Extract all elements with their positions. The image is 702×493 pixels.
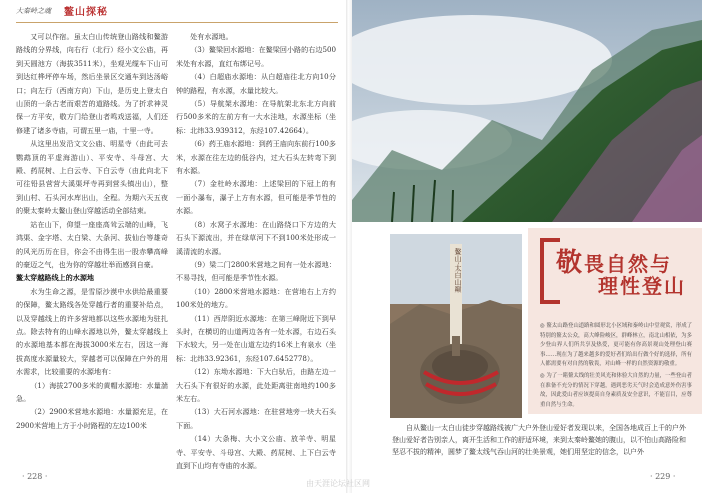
paragraph: （11）西岸阴近水源地：在第三峰附近下到早头时，在横切的山道两边各有一处水源，右边石头下水较大，另一处在山道左边约16米上有泉水（坐标：北纬33.92361，东经107.6452778）。: [176, 313, 336, 363]
paragraph: （4）白超庙水源地：从白超庙往北方向10分钟的路程，有水源，水量比较大。: [176, 72, 336, 95]
summit-sign-text: 鳌山·太白山巅: [454, 248, 462, 293]
paragraph: 处有水源地。: [190, 32, 233, 41]
box-title-line2: 理性登山: [598, 274, 686, 298]
page-number-left: · 228 ·: [22, 472, 48, 481]
paragraph: （3）鳌梁回水源地：在鳌梁回小路的右边500米处有水源，直红布绑记号。: [176, 45, 336, 68]
page-number-right: · 229 ·: [650, 472, 676, 481]
left-page: [0, 0, 348, 493]
box-text: [540, 322, 692, 412]
sidebar-box: [528, 228, 702, 414]
summit-cairn-photo: [390, 234, 522, 418]
page-header: [16, 6, 108, 18]
book-title: 鳌山探秘: [64, 7, 108, 18]
paragraph: 从这里出发沿文文公庙、明星寺（由此可去鹦鹉顶的平虚海游山）、平安寺、斗母宫、大殿、药屁树、上白云寺、下白云寺（由此向北下可往铅县营营大溪渠坪寺再到营头镇出山），整到山村、石头河水库出山，全程。为期六天五夜的聚太秦岭太鳌山登山穿越活动全部结束。: [16, 139, 168, 216]
caption: [392, 422, 692, 458]
paragraph: （10）2800米营地水源地：在营地右上方约100米处的地方。: [176, 286, 336, 310]
box-bullet: ◎ 鳌太山路登山道路和圆形北小区域和秦岭山中堂观赏，形成了特别的鳌太公众，高大峰险峻区，群峰林立，南北山相依，为多少登山界人们所共享及热爱，更可能有你高景观山处理登山赛事……现在为了越来越多的爱好者们给出行做个好的选择，所有人都需要有对自然的敬畏，对山峰一样的自然资源的敬重。: [540, 323, 692, 368]
text-column-1: [16, 30, 168, 432]
box-bullet: ◎ 为了一睹鳌太线的壮美风光和体验大自然的力量，一些登山者在准备不充分的情况下穿越，遇到恶劣天气时会造成意外伤害事故，因此爱山者应该提高自身素质及安全意识，不能盲目，应尊重自然与生命。: [540, 372, 692, 408]
paragraph: （14）大条梅、大小文公庙、放羊寺、明星寺、平安寺、斗母宫、大殿、药屁树、上下白云寺直到下山均有寺庙的水源。: [176, 434, 336, 470]
paragraph: （5）导航架水源地：在导航架北东北方向前行500多米的左前方有一大水洼地，水源坐标（坐标：北纬33.939312，东经107.42664）。: [176, 99, 336, 135]
watermark: 由天涯论坛社区网: [306, 479, 370, 488]
text-column-2: [176, 30, 336, 472]
mountain-meadow-photo: [352, 0, 702, 222]
paragraph: 又可以作宿。虽太白山传统登山路线和鳌游路线的分界线，向右行（北行）经小文公庙，再到天圆池方（海拔3511米），坐观光缆车下山可到达红桦坪停车场，然后坐景区交通车到达汤峪口；向左行（西南方向）下山，是历史上登太白山顶的一条古老而艰苦的道路线。为了折求神灵保一方平安，敬方门给登山者鸣戏送福，人们还修建了诸多寺庙，可谓五里一庙，十里一寺。: [16, 32, 168, 135]
series-title: 大秦岭之魂: [16, 7, 51, 15]
caption-text: 自从鳌山一太白山徒步穿越路线被广大户外登山爱好者发现以来，全国各地成百上千的户外登山爱好者告别亲人，离开生活和工作的舒适环境，来到太秦岭鳌她的腹山，以不怕山高路险和坚忍不拔的精神，圆梦了鳌太线气吞山河的壮美景观，她们用坚定的信念，以户外: [392, 424, 686, 456]
paragraph: （7）金杜岭水源地：上述梁回的下冠上的有一面小瀑布，瀑子上方有水源，但可能是季节性的水源。: [176, 179, 336, 216]
paragraph: （13）大石河水源地：在驻营地旁一块大石头下面。: [176, 407, 336, 430]
paragraph: （8）水窝子水源地：在山路绕口下方边的大石头下源流出，并在绿草河下不到100米处形成一溪清流的水源。: [176, 219, 336, 256]
paragraph: （1）海拔2700多米的黄帽水源地：水量湍急。: [16, 380, 168, 403]
paragraph: 站在山下，仰望一座座高耸云端的山峰，飞鸿渠、金字塔、太白梁、大条河、拔仙台等雄奇的风光历历在目，你会不由得生出一股赤攀高峰的豪迈之气，也为你的穿越壮举而感到自豪。: [16, 219, 168, 269]
box-title-line1: 敬畏自然与: [556, 248, 673, 278]
paragraph: （6）药王庙水源地：到药王庙向东前行100多米，水源在往左边的低谷内，过大石头左转弯下到有水源。: [176, 139, 336, 176]
header-rule: [16, 22, 338, 23]
paragraph: 水为生命之源，是雪原沙漠中水供给最重要的保障，鳌太路线各处穿越行者的重要补给点，以及穿越线上的许多营地都以这些水源地为驻扎点。除去特有的山峰水源地以外，鳌太穿越线上的水源地基本都在海拔3000米左右，因这一海拔高度水源量较大，穿越者可以保障在户外的用水需求，比较重要的水源地有：: [16, 286, 168, 377]
paragraph: （9）梁二门2800米营地之间有一处水源地：不易寻找，但可能是季节性水源。: [176, 259, 336, 283]
paragraph: （2）2900米营地水源地：水量源充足，在2900米营地上方于小时路程的左边100米: [16, 407, 168, 430]
section-heading: 鳌太穿越路线上的水源地: [16, 273, 95, 283]
paragraph: （12）东坳水源地：下大白驮后，由路左边一大石头下有很好的水源，此处距离驻南地约100多米左右。: [176, 367, 336, 403]
